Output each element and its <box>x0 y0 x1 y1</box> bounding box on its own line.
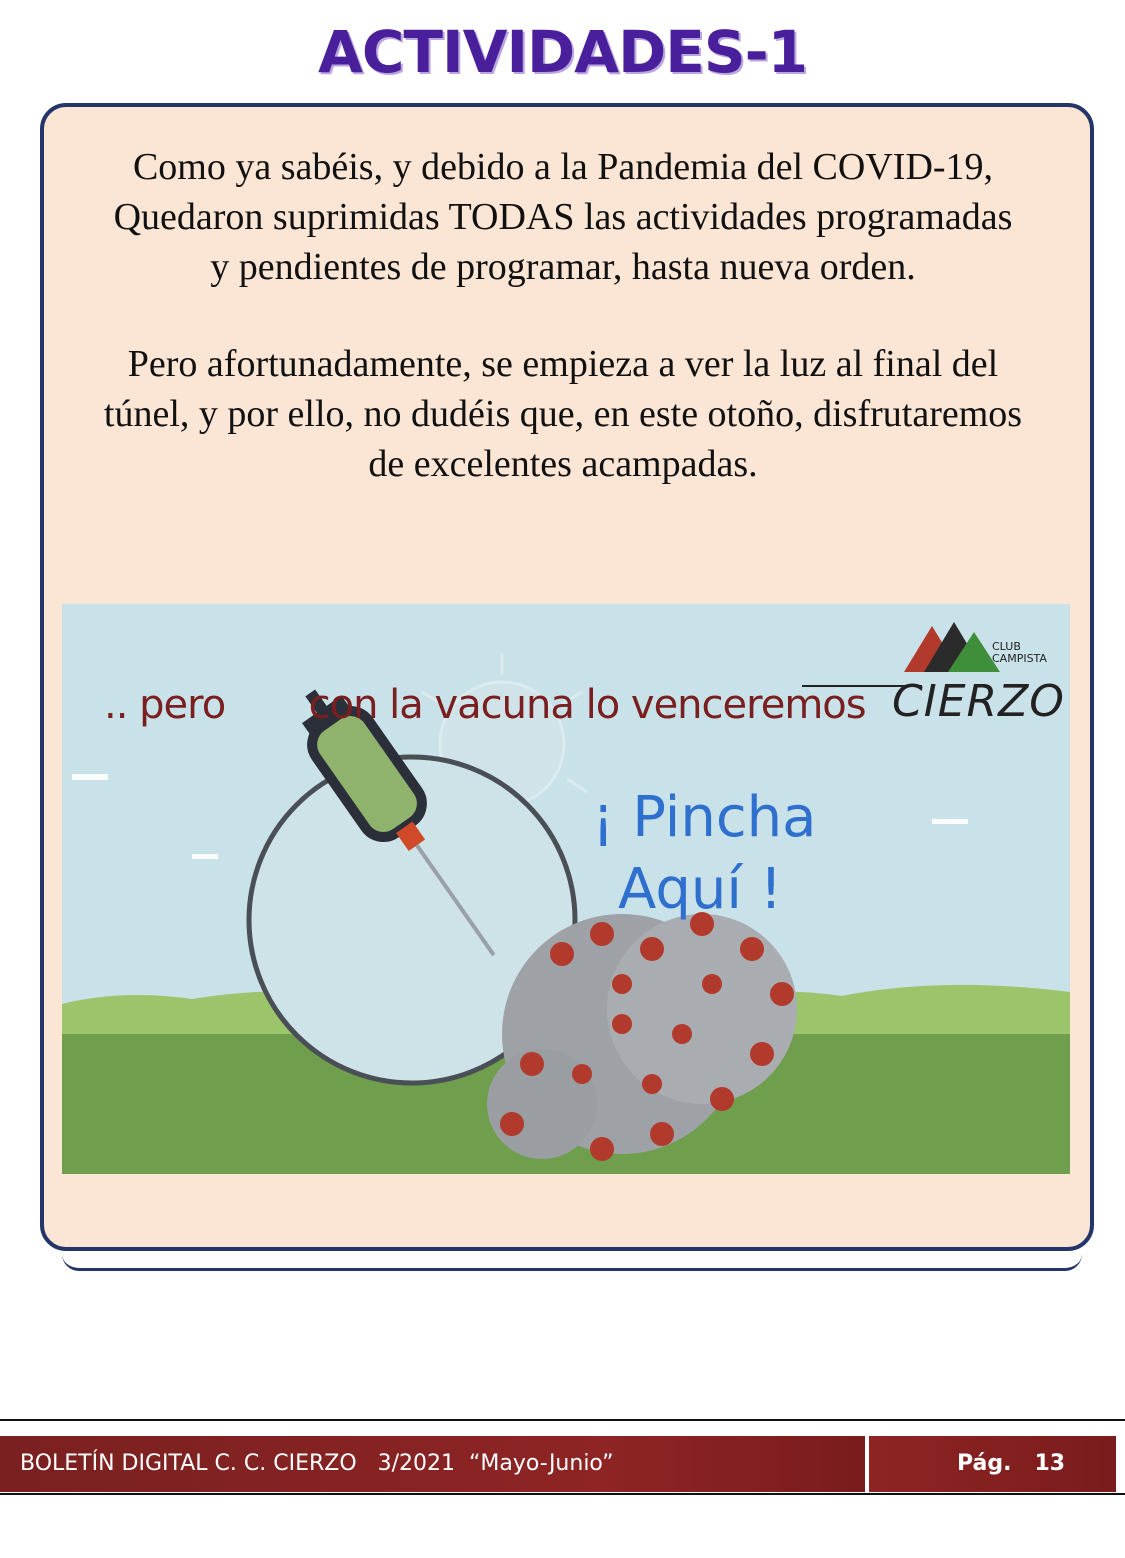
click-here-line-2: Aquí ! <box>618 857 783 922</box>
cloud <box>72 774 108 780</box>
notice-line: de excelentes acampadas. <box>368 443 758 485</box>
vaccine-banner-link[interactable] <box>62 604 1070 1174</box>
club-logo-word: CLUB <box>992 640 1021 653</box>
caption-end: con la vacuna lo venceremos <box>308 682 866 728</box>
notice-line: y pendientes de programar, hasta nueva orden. <box>210 246 916 288</box>
notice-paragraph-1 <box>46 142 1080 292</box>
footer-divider <box>0 1419 1125 1421</box>
footer-page <box>869 1436 1116 1492</box>
click-here-line-1: ¡ Pincha <box>592 785 817 850</box>
page-label: Pág. <box>957 1451 1012 1476</box>
banner-caption <box>104 682 866 728</box>
notice-paragraph-2 <box>46 339 1080 489</box>
cloud <box>192 854 218 859</box>
club-logo-name: CIERZO <box>892 676 1065 727</box>
footer-publication: BOLETÍN DIGITAL C. C. CIERZO 3/2021 “Mayo-Junio” <box>0 1436 865 1492</box>
notice-line: túnel, y por ello, no dudéis que, en este otoño, disfrutaremos <box>103 393 1023 435</box>
page-number: 13 <box>1034 1451 1066 1476</box>
club-logo-subtitle <box>992 641 1047 665</box>
footer-divider-bottom <box>0 1493 1125 1495</box>
notice-line: Pero afortunadamente, se empieza a ver la luz al final del <box>127 343 999 385</box>
notice-text <box>46 142 1080 489</box>
caption-start: .. pero <box>104 682 226 728</box>
click-here-link[interactable] <box>592 782 892 926</box>
page-title: ACTIVIDADES-1 <box>317 18 808 86</box>
notice-line: Quedaron suprimidas TODAS las actividades programadas <box>113 196 1013 238</box>
notice-card-shadow-edge <box>62 1254 1082 1271</box>
notice-line: Como ya sabéis, y debido a la Pandemia del COVID-19, <box>132 146 994 188</box>
cloud <box>932 819 968 824</box>
club-logo-word: CAMPISTA <box>992 652 1047 665</box>
